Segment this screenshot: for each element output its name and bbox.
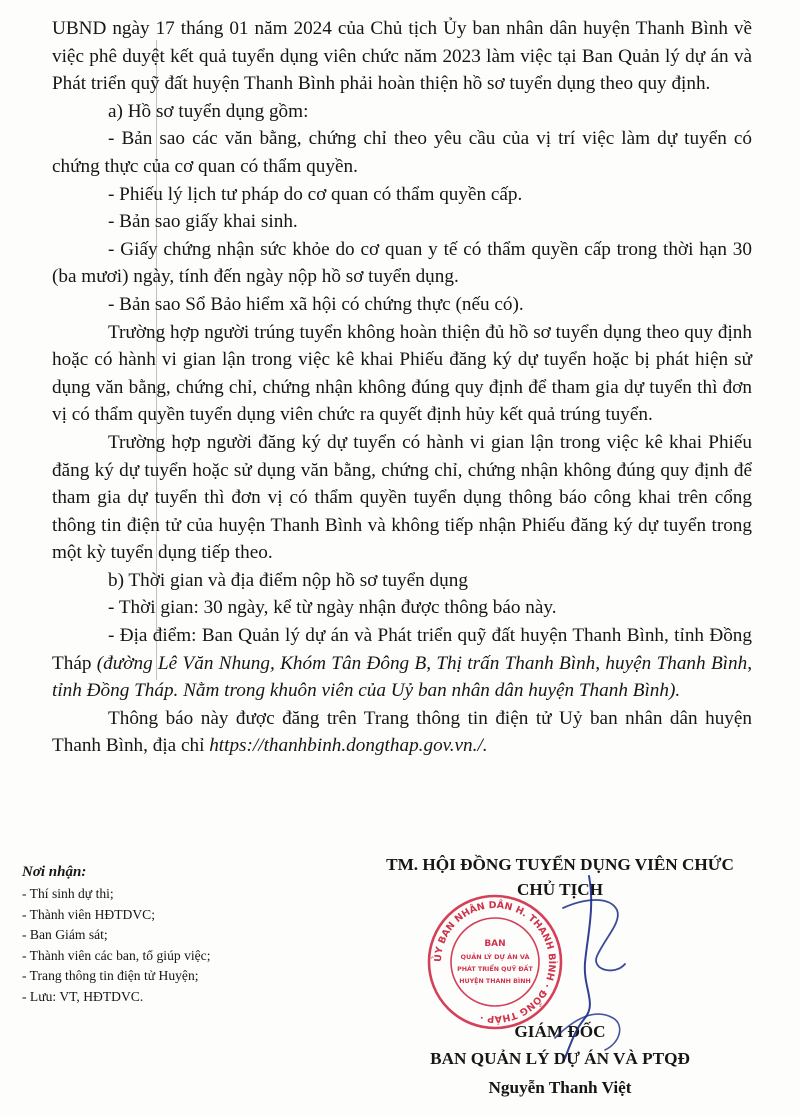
requirement-item: - Bản sao Sổ Bảo hiểm xã hội có chứng thực (nếu có). [108, 293, 524, 315]
deadline-item: - Thời gian: 30 ngày, kể từ ngày nhận được thông báo này. [108, 597, 557, 619]
recipient-item: - Thành viên các ban, tổ giúp việc; [22, 947, 211, 963]
location-item [52, 622, 752, 705]
section-b-heading: b) Thời gian và địa điểm nộp hồ sơ tuyển dụng [108, 569, 468, 591]
cancellation-paragraph: Trường hợp người trúng tuyển không hoàn thiện đủ hồ sơ tuyển dụng theo quy định hoặc có hành vi gian lận trong việc kê khai Phiếu đăng ký dự tuyển hoặc bị phát hiện sử dụng văn bằng, chứng chỉ, chứng nhận không đúng quy định để tham gia dự tuyển thì đơn vị có thẩm quyền tuyển dụng viên chức ra quyết định hủy kết quả trúng tuyển. [52, 321, 752, 426]
svg-text:PHÁT TRIỂN QUỸ ĐẤT: PHÁT TRIỂN QUỸ ĐẤT [457, 966, 533, 973]
document-body [52, 15, 752, 760]
fraud-paragraph: Trường hợp người đăng ký dự tuyển có hành vi gian lận trong việc kê khai Phiếu đăng ký dự tuyển hoặc sử dụng văn bằng, chứng chỉ, chứng nhận không đúng quy định để tham gia dự tuyển thì đơn vị có thẩm quyền tuyển dụng thông báo công khai trên cổng thông tin điện tử của huyện Thanh Bình và không tiếp nhận Phiếu đăng ký dự tuyển trong một kỳ tuyển dụng tiếp theo. [52, 431, 752, 564]
requirement-item: - Giấy chứng nhận sức khỏe do cơ quan y tế có thẩm quyền cấp trong thời hạn 30 (ba mươi) ngày, tính đến ngày nộp hồ sơ tuyển dụng. [52, 238, 752, 288]
svg-text:ỦY BAN NHÂN DÂN H. THANH BÌNH: ỦY BAN NHÂN DÂN H. THANH BÌNH · ĐỒNG THÁP · [432, 899, 558, 1025]
on-behalf-line: TM. HỘI ĐỒNG TUYỂN DỤNG VIÊN CHỨC [386, 855, 734, 874]
requirement-item: - Phiếu lý lịch tư pháp do cơ quan có thẩm quyền cấp. [108, 183, 523, 205]
section-a-heading: a) Hồ sơ tuyển dụng gồm: [108, 100, 309, 122]
recipient-item: - Trang thông tin điện tử Huyện; [22, 968, 199, 984]
publish-paragraph [52, 705, 752, 760]
recipient-item: - Lưu: VT, HĐTDVC. [22, 988, 144, 1004]
website-url[interactable]: https://thanhbinh.dongthap.gov.vn./. [209, 735, 488, 757]
svg-text:QUẢN LÝ DỰ ÁN VÀ: QUẢN LÝ DỰ ÁN VÀ [460, 953, 530, 961]
recipient-item: - Thành viên HĐTDVC; [22, 906, 156, 922]
svg-text:BAN: BAN [484, 939, 506, 949]
requirement-item: - Bản sao các văn bằng, chứng chỉ theo yêu cầu của vị trí việc làm dự tuyển có chứng thực của cơ quan có thẩm quyền. [52, 128, 752, 177]
publish-lead: Thông báo này được đăng trên Trang thông tin điện tử Uỷ ban nhân dân huyện Thanh Bình, địa chỉ [52, 707, 752, 757]
location-address: (đường Lê Văn Nhung, Khóm Tân Đông B, Thị trấn Thanh Bình, huyện Thanh Bình, tỉnh Đồng Tháp. Nằm trong khuôn viên của Uỷ ban nhân dân huyện Thanh Bình). [52, 652, 752, 702]
svg-text:HUYỆN THANH BÌNH: HUYỆN THANH BÌNH [459, 978, 531, 985]
recipient-item: - Ban Giám sát; [22, 927, 108, 943]
signer-name: Nguyễn Thanh Việt [488, 1078, 632, 1097]
requirement-item: - Bản sao giấy khai sinh. [108, 211, 298, 233]
handwritten-signature [525, 868, 655, 1078]
role-line: CHỦ TỊCH [516, 880, 604, 899]
recipient-item: - Thí sinh dự thi; [22, 886, 114, 901]
signer-organization: BAN QUẢN LÝ DỰ ÁN VÀ PTQĐ [430, 1049, 690, 1068]
recipients-title: Nơi nhận: [22, 864, 87, 880]
intro-paragraph: UBND ngày 17 tháng 01 năm 2024 của Chủ tịch Ủy ban nhân dân huyện Thanh Bình về việc phê duyệt kết quả tuyển dụng viên chức năm 2023 làm việc tại Ban Quản lý dự án và Phát triển quỹ đất huyện Thanh Bình phải hoàn thiện hồ sơ tuyển dụng theo quy định. [52, 18, 752, 95]
signer-title: GIÁM ĐỐC [514, 1022, 606, 1041]
location-lead: - Địa điểm: Ban Quản lý dự án và Phát triển quỹ đất huyện Thanh Bình, tỉnh Đồng Tháp [52, 625, 752, 674]
